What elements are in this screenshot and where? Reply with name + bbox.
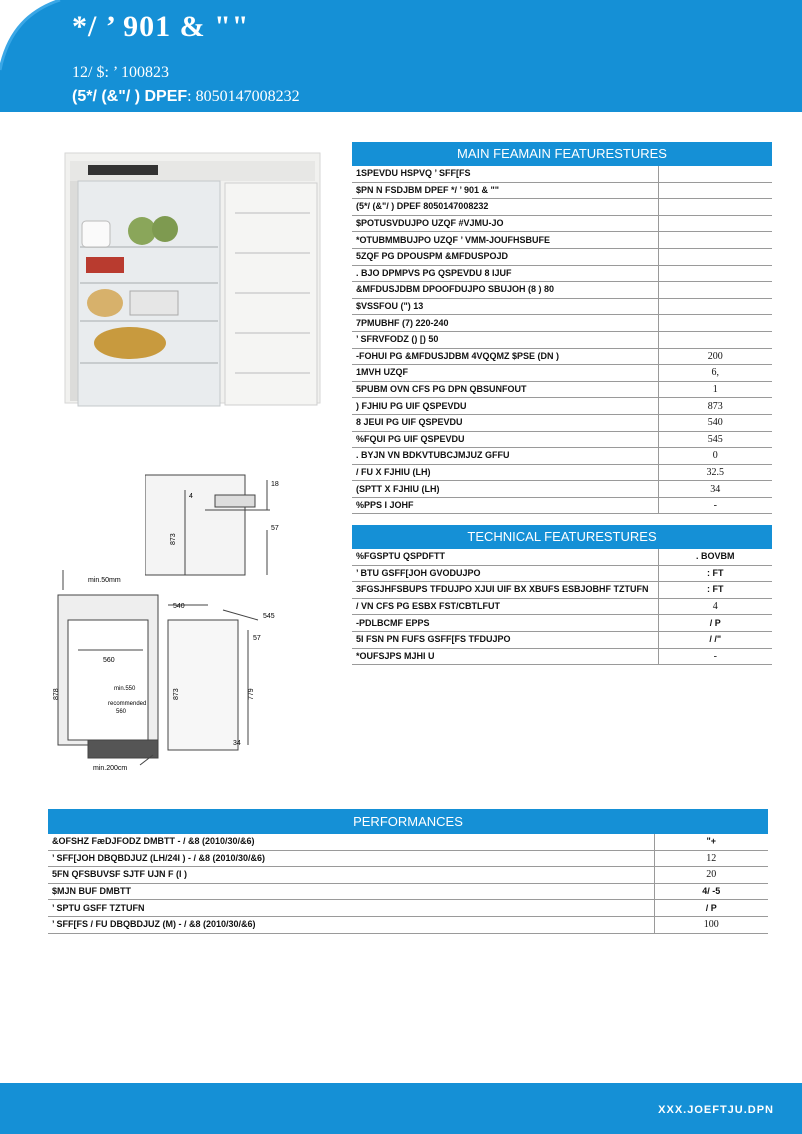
row-value [658,431,772,448]
row-label-text: 5I FSN PN FUFS GSFF[FS TFDUJPO [356,634,511,645]
row-label-text: %FQUI PG UIF QSPEVDU [356,433,465,444]
row-label-text: &MFDUSJDBM DPOOFDUJPO SBUJOH (8 ) 80 [356,284,555,295]
table-row [352,414,772,431]
row-label-text: 5FN QFSBUVSF SJTF UJN F (I ) [52,869,188,880]
table-row [352,166,772,182]
main-features-header: MAIN FEAMAIN FEATURESTURES [352,142,772,166]
row-value-text: 12 [706,852,717,864]
dim-18: 18 [271,481,279,488]
row-value [658,648,772,665]
row-label-text: ’ SPTU GSFF TZTUFN [52,902,145,913]
row-value-text: - [713,650,717,662]
row-value [658,448,772,465]
row-label-text: %PPS I JOHF [356,500,414,511]
row-value-text: 545 [707,433,723,445]
row-label-text: -FOHUI PG &MFDUSJDBM 4VQQMZ $PSE (DN ) [356,350,560,361]
ean-code-value: 8050147008232 [195,88,300,105]
row-value [658,298,772,315]
dim-540: 540 [173,603,185,610]
row-label-text: ’ BTU GSFF[JOH GVODUJPO [356,567,481,578]
row-value-text: 4 [712,601,718,613]
row-label-text: ’ SFF[JOH DBQBDJUZ (LH/24I ) - / &8 (2010/30/&6) [52,852,266,863]
row-value [658,282,772,299]
row-value [658,381,772,398]
dim-545: 545 [263,613,275,620]
table-row [352,365,772,382]
row-label [352,166,658,182]
row-value [658,365,772,382]
row-value [658,199,772,216]
technical-features-header: TECHNICAL FEATURESTURES [352,525,772,549]
row-label [352,598,658,615]
row-label-text: 7PMUBHF (7) 220-240 [356,317,449,328]
row-label [352,315,658,332]
product-title: */ ’ 901 & "" [72,10,250,43]
row-label [352,348,658,365]
table-row [352,582,772,599]
table-row [352,565,772,582]
table-row [352,631,772,648]
row-label [352,497,658,514]
row-label [352,215,658,232]
table-row [352,232,772,249]
min200-label: min.200cm [93,765,128,772]
row-label [352,549,658,565]
row-value [658,598,772,615]
row-value [658,331,772,348]
row-value-text: / /" [709,634,722,645]
row-value [658,481,772,498]
row-label [48,916,654,933]
row-label [352,565,658,582]
row-label [352,298,658,315]
row-label [48,850,654,867]
row-value-text: 873 [707,400,723,412]
row-value [654,916,768,933]
row-value-text: / P [705,902,717,913]
row-label-text: 8 JEUI PG UIF QSPEVDU [356,417,463,428]
row-value [658,398,772,415]
row-value-text: 100 [703,919,719,931]
row-label-text: &OFSHZ FæDJFODZ DMBTT - / &8 (2010/30/&6) [52,836,255,847]
row-label [352,398,658,415]
table-row [352,481,772,498]
dim-4: 4 [189,493,193,500]
row-label [352,414,658,431]
table-row [352,282,772,299]
row-label-text: $MJN BUF DMBTT [52,886,131,897]
recommended-560: 560 [116,709,127,715]
row-label-text: $PN N FSDJBM DPEF */ ’ 901 & "" [356,184,500,195]
row-label [352,265,658,282]
row-value [654,867,768,884]
table-row [352,398,772,415]
table-row [352,549,772,565]
header-banner [0,0,802,112]
row-value-text: / P [709,617,721,628]
row-value-text: . BOVBM [695,551,735,562]
table-row [48,850,768,867]
row-value-text: 1 [712,384,718,396]
row-value-text: 0 [712,450,718,462]
row-label [352,464,658,481]
product-photo [60,143,330,411]
row-label-text: ’ SFF[FS / FU DBQBDJUZ (M) - / &8 (2010/30/&6) [52,919,256,930]
row-label [352,648,658,665]
row-label-text: (SPTT X FJHIU (LH) [356,483,440,494]
row-label-text: $POTUSVDUJPO UZQF #VJMU-JO [356,218,504,229]
row-label [352,282,658,299]
min50-label: min.50mm [88,577,121,584]
row-label-text: ’ SFRVFODZ () [) 50 [356,334,439,345]
row-label-text: / VN CFS PG ESBX FST/CBTLFUT [356,601,501,612]
footer-banner [0,1083,802,1134]
dim-57b: 57 [253,635,261,642]
row-value [658,464,772,481]
row-label-text: (5*/ (&"/ ) DPEF 8050147008232 [356,201,489,212]
row-value [654,834,768,850]
row-label [352,182,658,199]
row-value-text: "+ [706,836,717,847]
row-value-text: 540 [707,417,723,429]
row-value [654,900,768,917]
installation-drawing-niche [48,560,338,780]
row-value-text: 200 [707,350,723,362]
row-value [658,631,772,648]
row-value-text: : FT [707,584,724,595]
performances-table [48,834,768,934]
table-row [48,900,768,917]
row-value [658,166,772,182]
table-row [352,265,772,282]
row-label-text: *OUFSJPS MJHI U [356,650,435,661]
row-label [352,448,658,465]
table-row [352,448,772,465]
table-row [48,867,768,884]
technical-features-table [352,549,772,665]
table-row [352,464,772,481]
dim-779: 779 [248,688,255,700]
row-value [658,215,772,232]
row-value-text: 6, [711,367,719,379]
table-row [352,199,772,216]
row-label [352,331,658,348]
row-value-text: 20 [706,869,717,881]
row-value-text: : FT [707,567,724,578]
table-row [352,497,772,514]
table-row [48,834,768,850]
row-label-text: $VSSFOU (") 13 [356,301,424,312]
website-link[interactable]: XXX.JOEFTJU.DPN [658,1104,774,1116]
product-code: 12/ $: ’ 100823 [72,64,170,81]
row-label [48,900,654,917]
row-value [658,615,772,632]
row-label-text: / FU X FJHIU (LH) [356,466,431,477]
table-row [352,215,772,232]
dim-878: 878 [53,688,60,700]
row-label-text: ) FJHIU PG UIF QSPEVDU [356,400,467,411]
row-value [658,497,772,514]
dim-560: 560 [103,657,115,664]
row-value [658,582,772,599]
table-row [352,615,772,632]
row-value [654,850,768,867]
ean-code-line: (5*/ (&"/ ) DPEF: 8050147008232 [72,88,300,105]
table-row [352,648,772,665]
row-value [658,232,772,249]
row-value-text: - [713,500,717,512]
row-value [654,883,768,900]
ean-code-label: (5*/ (&"/ ) DPEF [72,88,188,105]
row-value [658,348,772,365]
row-label-text: *OTUBMMBUJPO UZQF ’ VMM-JOUFHSBUFE [356,234,551,245]
row-label [48,867,654,884]
table-row [48,916,768,933]
table-row [352,248,772,265]
table-row [352,315,772,332]
main-features-table [352,166,772,514]
row-value [658,248,772,265]
row-label [352,232,658,249]
performances-header: PERFORMANCES [48,809,768,834]
row-value [658,265,772,282]
row-value [658,315,772,332]
row-label-text: 5ZQF PG DPOUSPM &MFDUSPOJD [356,251,509,262]
row-label [352,481,658,498]
row-value-text: 34 [710,483,721,495]
table-row [352,381,772,398]
row-value [658,565,772,582]
row-value [658,182,772,199]
row-label-text: . BYJN VN BDKVTUBCJMJUZ GFFU [356,450,510,461]
row-label [352,615,658,632]
dim-873b: 873 [173,688,180,700]
row-label [352,248,658,265]
row-label-text: . BJO DPMPVS PG QSPEVDU 8 IJUF [356,267,512,278]
row-label-text: -PDLBCMF EPPS [356,617,430,628]
table-row [352,598,772,615]
table-row [352,331,772,348]
table-row [352,348,772,365]
row-label [48,883,654,900]
row-label [352,199,658,216]
row-label-text: 5PUBM OVN CFS PG DPN QBSUNFOUT [356,384,527,395]
row-label-text: 1SPEVDU HSPVQ ’ SFF[FS [356,168,471,179]
table-row [352,182,772,199]
row-label [352,631,658,648]
row-value-text: 32.5 [706,466,724,478]
row-label-text: 1MVH UZQF [356,367,409,378]
row-label [48,834,654,850]
dim-34: 34 [233,740,241,747]
row-value-text: 4/ -5 [702,886,721,897]
table-row [352,431,772,448]
row-label [352,582,658,599]
row-label [352,431,658,448]
dim-57: 57 [271,525,279,532]
row-label [352,381,658,398]
row-label-text: 3FGSJHFSBUPS TFDUJPO XJUI UIF BX XBUFS ESBJOBHF TZTUFN [356,584,649,595]
recommended-label: recommended [108,701,147,707]
table-row [352,298,772,315]
row-value [658,414,772,431]
dim-873: 873 [170,533,177,545]
table-row [48,883,768,900]
row-label [352,365,658,382]
row-label-text: %FGSPTU QSPDFTT [356,551,446,562]
row-value [658,549,772,565]
min550-label: min.550 [114,686,136,692]
